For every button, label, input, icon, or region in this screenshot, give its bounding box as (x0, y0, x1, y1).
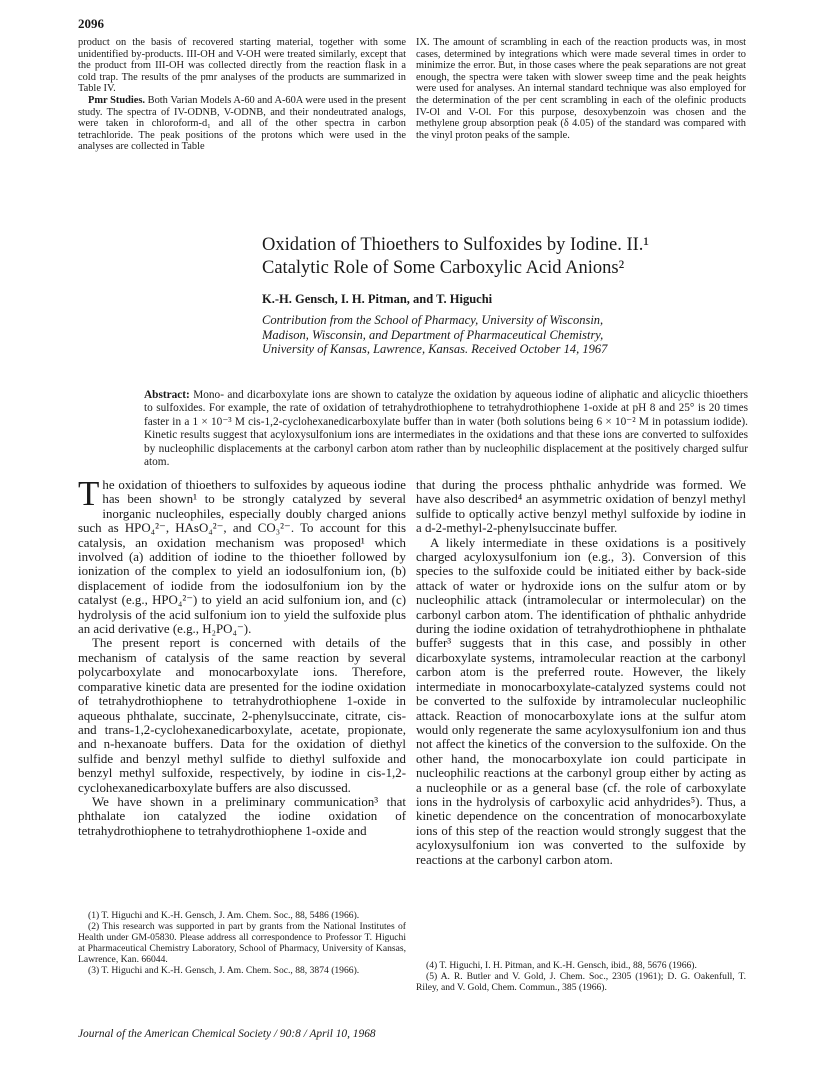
abstract-text: Mono- and dicarboxylate ions are shown to catalyze the oxidation by aqueous iodine of aliphatic and alicyclic thioethers to sulfoxides. For example, the rate of oxidation of tetrahydrothiophene to tetrahydrothiophene 1-oxide at pH 8 and 25° is 20 times faster in a 1 × 10⁻³ M cis-1,2-cyclohexanedicarboxylate buffer than in water (both solutions being 6 × 10⁻² M in potassium iodide). Kinetic results suggest that acyloxysulfonium ions are intermediates in the oxidations and that these ions are converted to sulfoxides by nucleophilic displacements at the carbonyl carbon atom rather than by nucleophilic displacement at the positively charged sulfur atom. (144, 389, 748, 469)
intro-text-1: he oxidation of thioethers to sulfoxides by aqueous iodine has been shown¹ to be strongly catalyzed by several inorganic nucleophiles, especially doubly charged anions such as HPO₄²⁻, HAsO₄²⁻, and CO₃²⁻. To account for this catalysis, an oxidation mechanism was proposed¹ which involved (a) addition of iodine to the thioether followed by ionization of the complex to yield an iodosulfonium ion, (b) displacement of iodide from the iodosulfonium ion by the catalyst (e.g., HPO₄²⁻) to yield an acid sulfonium ion, and (c) hydrolysis of the acid sulfonium ion to yield the sulfoxide plus an acid derivative (e.g., H₂PO₄⁻). (78, 478, 406, 637)
article-title (262, 234, 782, 280)
pmr-heading: Pmr Studies. (88, 94, 146, 106)
top-left-paragraph-1: product on the basis of recovered starting material, together with some unidentified by-products. III-OH and V-OH were treated similarly, except that the product from III-OH was collected directly from the reaction flask in a cold trap. The results of the pmr analyses of the products are summarized in Table IV. (78, 37, 406, 95)
intro-paragraph-3: We have shown in a preliminary communication³ that phthalate ion catalyzed the iodine oxidation of tetrahydrothiophene to tetrahydrothiophene 1-oxide and (78, 794, 406, 838)
intro-paragraph-2: The present report is concerned with details of the mechanism of catalysis of the same reaction by several polycarboxylate and monocarboxylate ions. Therefore, comparative kinetic data are presented for the iodine oxidation of tetrahydrothiophene to tetrahydrothiophene 1-oxide in aqueous phthalate, succinate, 2-phenylsuccinate, citrate, cis- and trans-1,2-cyclohexanedicarboxylate, acetate, propionate, and n-hexanoate buffers. Data for the oxidation of diethyl sulfide and benzyl methyl sulfide to diethyl sulfoxide and benzyl methyl sulfoxide, respectively, by iodine in cis-1,2-cyclohexanedicarboxylate buffers are also discussed. (78, 636, 406, 795)
title-line-2: Catalytic Role of Some Carboxylic Acid Anions² (262, 258, 625, 278)
drop-cap: T (78, 474, 100, 513)
footnote-2: (2) This research was supported in part by grants from the National Institutes of Health under GM-05830. Please address all correspondence to Professor T. Higuchi at Pharmaceutical Chemistry Laboratory, School of Pharmacy, University of Kansas, Lawrence, Kan. 66044. (78, 921, 406, 965)
footnote-5: (5) A. R. Butler and V. Gold, J. Chem. Soc., 2305 (1961); D. G. Oakenfull, T. Riley, and V. Gold, Chem. Commun., 385 (1966). (416, 971, 746, 993)
left-body-column (78, 474, 406, 838)
affiliation (262, 313, 782, 357)
page-number: 2096 (78, 16, 104, 31)
affiliation-line-2: Madison, Wisconsin, and Department of Pharmaceutical Chemistry, (262, 327, 604, 342)
abstract (144, 389, 748, 469)
right-paragraph-2: A likely intermediate in these oxidations is a positively charged acyloxysulfonium ion (e.g., 3). Conversion of this species to the sulfoxide could be initiated either by back-side attack of water or hydroxide ions on the sulfur atom or by nucleophilic attack (intramolecular or intermolecular) on the carbonyl carbon atom. The identification of phthalic anhydride during the iodine oxidation of tetrahydrothiophene in phthalate buffer³ suggests that in this case, and possibly in other dicarboxylate systems, intramolecular reaction at the carbonyl carbon atom is the preferred route. However, the likely intermediate in monocarboxylate-catalyzed systems could not be converted to the sulfoxide by intramolecular nucleophilic attack. Reaction of monocarboxylate ions at the sulfur atom would only regenerate the same acyloxysulfonium ion and thus not affect the kinetics of the conversion to the sulfoxide. On the other hand, the monocarboxylate ion could participate in nucleophilic reactions at the carbonyl group either by acting as a nucleophile or as a general base (cf. the role of carboxylate ions in the hydrolysis of carboxylic acid anhydrides⁵). Thus, a kinetic dependence on the concentration of monocarboxylate ions of this step of the reaction would strongly suggest that the acyloxysulfonium ion was converted to the sulfoxide by reactions at the carbonyl carbon atom. (416, 535, 746, 867)
top-left-column (78, 37, 406, 153)
pmr-text: Both Varian Models A-60 and A-60A were used in the present study. The spectra of IV-ODNB, V-ODNB, and their nondeutrated analogs, were taken in chloroform-d₁ and all of the other spectra in carbon tetrachloride. The peak positions of the protons which were used in the analyses are collected in Table (78, 94, 406, 153)
top-right-paragraph-1: IX. The amount of scrambling in each of the reaction products was, in most cases, determined by integrations which were made several times in order to minimize the error. But, in those cases where the peak separations are not great enough, the spectra were taken with slower sweep time and the peak heights were used for analyses. An internal standard technique was also employed for the determination of the per cent scrambling in each of the olefinic products IV-Ol and V-Ol. For this purpose, desoxybenzoin was chosen and the methylene group absorption peak (δ 4.05) of the standard was compared with the vinyl proton peaks of the sample. (416, 37, 746, 141)
right-paragraph-1: that during the process phthalic anhydride was formed. We have also described⁴ an asymmetric oxidation of benzyl methyl sulfide to optically active benzyl methyl sulfoxide by iodine in a d-2-methyl-2-phenylsuccinate buffer. (416, 478, 746, 536)
top-left-paragraph-2 (78, 95, 406, 153)
right-body-column (416, 478, 746, 867)
authors: K.-H. Gensch, I. H. Pitman, and T. Higuchi (262, 292, 493, 306)
journal-footer: Journal of the American Chemical Society / 90:8 / April 10, 1968 (78, 1028, 376, 1040)
abstract-label: Abstract: (144, 389, 190, 401)
footnote-1: (1) T. Higuchi and K.-H. Gensch, J. Am. Chem. Soc., 88, 5486 (1966). (88, 910, 360, 921)
footnote-4: (4) T. Higuchi, I. H. Pitman, and K.-H. Gensch, ibid., 88, 5676 (1966). (426, 960, 697, 971)
top-right-column (416, 37, 746, 141)
footnote-3: (3) T. Higuchi and K.-H. Gensch, J. Am. Chem. Soc., 88, 3874 (1966). (88, 965, 360, 976)
title-line-1: Oxidation of Thioethers to Sulfoxides by Iodine. II.¹ (262, 235, 649, 255)
right-footnotes (416, 960, 746, 993)
affiliation-line-3: University of Kansas, Lawrence, Kansas. Received October 14, 1967 (262, 342, 608, 357)
left-footnotes (78, 910, 406, 976)
intro-paragraph-1 (78, 474, 406, 637)
affiliation-line-1: Contribution from the School of Pharmacy, University of Wisconsin, (262, 313, 604, 327)
